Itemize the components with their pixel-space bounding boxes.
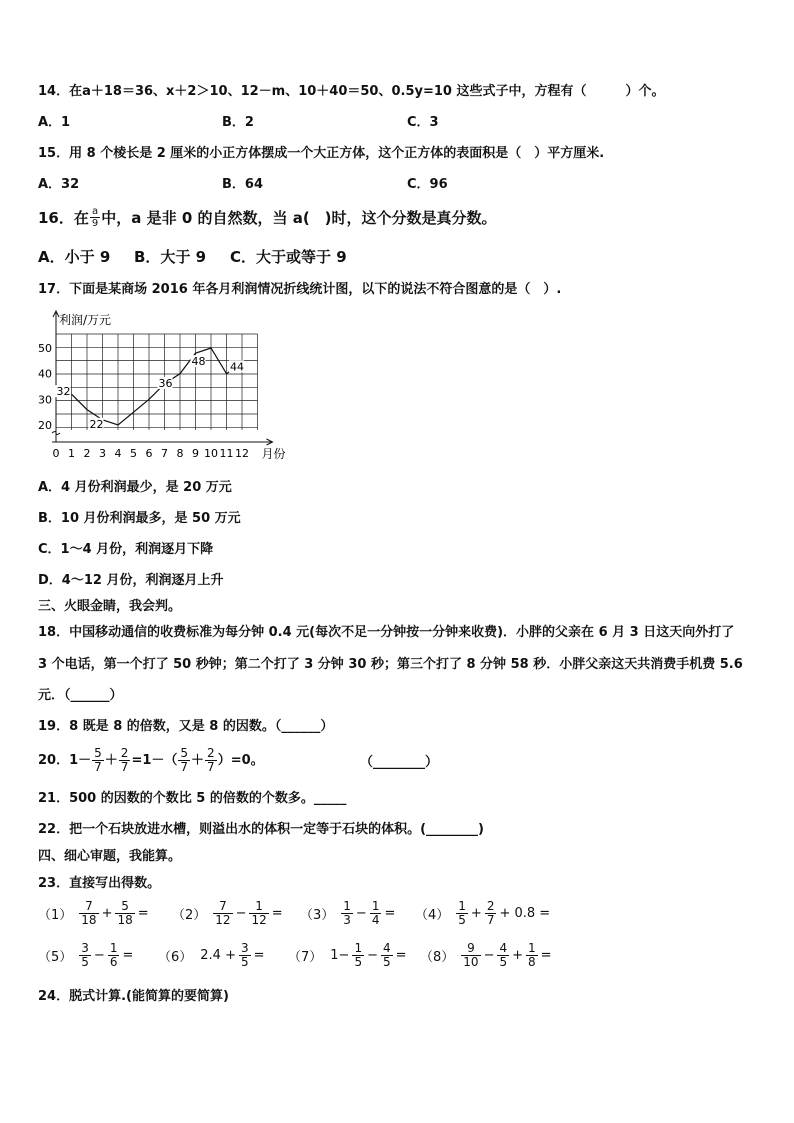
x-tick-label: 3 <box>99 447 106 460</box>
q23-item-2-frac-b <box>249 900 268 927</box>
data-label: 44 <box>230 360 244 374</box>
q20-frac-4 <box>205 747 217 774</box>
q23-item-5-b-num: 1 <box>109 941 118 955</box>
q23-item-7-b-den: 5 <box>383 955 391 969</box>
q18-line3[interactable]: 元．（______） <box>38 688 123 703</box>
q20-frac-1 <box>92 747 104 774</box>
q23-item-1-a-den: 18 <box>81 913 97 927</box>
x-tick-label: 7 <box>161 447 168 460</box>
q14-option-c[interactable]: C．3 <box>407 115 439 130</box>
q23-item-3-b-den: 4 <box>371 913 380 927</box>
q23-item-7-frac-b <box>381 942 393 969</box>
q20-f1-num: 5 <box>94 746 102 760</box>
q23-item-3[interactable] <box>300 900 397 927</box>
q23-item-2-tail: = <box>271 906 283 921</box>
q23-item-3-a-den: 3 <box>343 913 351 927</box>
y-axis-label: 利润/万元 <box>59 313 112 327</box>
q20-f3-num: 5 <box>180 746 189 760</box>
q23-item-2-b-num: 1 <box>249 900 268 914</box>
q23-item-1-frac-a <box>79 900 98 927</box>
q23-item-4-tail: + 0.8 = <box>499 906 551 921</box>
q15-text: 15．用 8 个棱长是 2 厘米的小正方体摆成一个大正方体，这个正方体的表面积是（ ）平方厘米. <box>38 146 605 161</box>
q23-item-7-a-den: 5 <box>354 955 363 969</box>
q23-item-2-label: （2） <box>172 908 207 923</box>
data-label: 22 <box>89 417 104 431</box>
q20-plus-2: ＋ <box>191 752 205 768</box>
q20-f4-num: 2 <box>207 746 215 760</box>
q24-text: 24．脱式计算.(能简算的要简算) <box>38 989 229 1004</box>
x-tick-label: 9 <box>192 447 199 460</box>
q23-item-8-frac-c <box>526 942 538 969</box>
q23-item-4-a-den: 5 <box>458 913 466 927</box>
x-tick-label: 11 <box>219 447 234 460</box>
q20-prefix: 20．1－ <box>38 752 92 768</box>
q23-item-8-tail: = <box>540 948 552 963</box>
q20-answer-blank[interactable]: （________） <box>360 755 439 770</box>
q17-option-a[interactable]: A．4 月份利润最少，是 20 万元 <box>38 480 232 495</box>
q23-item-8-op: − <box>483 948 495 963</box>
q14-option-a[interactable]: A．1 <box>38 115 71 130</box>
q16-fraction <box>90 206 100 229</box>
q20-mid: =1－（ <box>131 752 178 768</box>
q14-option-b[interactable]: B．2 <box>222 115 254 130</box>
q16-option-b[interactable]: B．大于 9 <box>134 248 207 266</box>
q23-item-6-label: （6） <box>158 950 193 965</box>
q17-text: 17．下面是某商场 2016 年各月利润情况折线统计图，以下的说法不符合图意的是（ ）. <box>38 282 562 297</box>
q17-option-c[interactable]: C．1～4 月份，利润逐月下降 <box>38 542 214 557</box>
q23-item-2-a-den: 12 <box>215 913 231 927</box>
axis-break-mark <box>52 432 60 435</box>
q23-item-8-b-den: 5 <box>499 955 508 969</box>
q20-f4-den: 7 <box>207 760 215 774</box>
q20-frac-2 <box>119 747 131 774</box>
q23-item-1-op: + <box>101 906 113 921</box>
q23-item-1-label: （1） <box>38 908 73 923</box>
q23-item-7[interactable] <box>288 942 409 969</box>
q20-f2-den: 7 <box>120 760 129 774</box>
q23-item-5-tail: = <box>122 948 134 963</box>
x-tick-label: 10 <box>204 447 218 460</box>
q23-item-1-frac-b <box>115 900 134 927</box>
q23-item-5-label: （5） <box>38 950 73 965</box>
q23-item-8-c-den: 8 <box>528 955 536 969</box>
q23-item-5[interactable] <box>38 942 135 969</box>
q23-item-8[interactable] <box>420 942 554 969</box>
q20-plus: ＋ <box>104 752 118 768</box>
q16-text <box>38 206 497 229</box>
q23-item-5-b-den: 6 <box>109 955 118 969</box>
y-tick-label: 20 <box>38 419 52 432</box>
q23-item-3-label: （3） <box>300 908 335 923</box>
y-tick-label: 40 <box>38 367 52 381</box>
q23-item-5-frac-a <box>79 942 91 969</box>
q23-item-6-frac-b <box>239 942 251 969</box>
q21-text[interactable]: 21．500 的因数的个数比 5 的倍数的个数多。_____ <box>38 791 347 806</box>
q23-item-6-b-num: 3 <box>240 941 249 955</box>
q23-item-8-op2: + <box>512 948 524 963</box>
q23-item-4-label: （4） <box>415 908 450 923</box>
q14-text: 14．在a＋18＝36、x＋2＞10、12－m、10＋40＝50、0.5y=10 这些式子中，方程有（ ）个。 <box>38 84 665 99</box>
q23-item-1-b-den: 18 <box>117 913 133 927</box>
q23-item-8-a-num: 9 <box>461 942 480 956</box>
data-label: 36 <box>158 376 173 390</box>
q19-text[interactable]: 19．8 既是 8 的倍数，又是 8 的因数。（______） <box>38 719 334 734</box>
q23-item-5-op: − <box>93 948 105 963</box>
q23-item-4-frac-b <box>485 900 497 927</box>
q23-item-7-a-num: 1 <box>354 941 363 955</box>
data-label: 48 <box>191 355 206 369</box>
q16-option-c[interactable]: C．大于或等于 9 <box>230 248 347 266</box>
q18-line2: 3 个电话，第一个打了 50 秒钟；第二个打了 3 分钟 30 秒；第三个打了 8 分钟 58 秒．小胖父亲这天共消费手机费 5.6 <box>38 657 743 672</box>
q20-frac-3 <box>178 747 190 774</box>
q23-item-4-b-num: 2 <box>486 899 495 913</box>
q20-f1-den: 7 <box>94 760 102 774</box>
q23-item-2[interactable] <box>172 900 285 927</box>
q20-text <box>38 747 264 774</box>
q18-line1: 18．中国移动通信的收费标准为每分钟 0.4 元(每次不足一分钟按一分钟来收费)．小胖的父亲在 6 月 3 日这天向外打了 <box>38 625 735 640</box>
q23-item-6-tail: = <box>253 948 265 963</box>
x-tick-label: 12 <box>235 447 249 460</box>
x-tick-label: 5 <box>130 447 137 460</box>
q23-item-7-label: （7） <box>288 950 323 965</box>
q23-item-2-a-num: 7 <box>213 900 232 914</box>
q23-item-3-op: − <box>355 906 367 921</box>
x-tick-label: 6 <box>145 447 153 460</box>
q23-item-8-c-num: 1 <box>528 941 536 955</box>
series-line-profit <box>72 348 243 425</box>
q23-item-2-frac-a <box>213 900 232 927</box>
q15-option-b[interactable]: B．64 <box>222 177 263 192</box>
q23-item-3-frac-b <box>370 900 382 927</box>
q23-item-2-b-den: 12 <box>251 913 267 927</box>
q16-suffix: 中，a 是非 0 的自然数，当 a( )时，这个分数是真分数。 <box>101 208 497 227</box>
q23-item-7-op: − <box>367 948 378 963</box>
q20-suffix: ）=0。 <box>217 752 264 768</box>
q23-item-2-op: − <box>235 906 247 921</box>
q23-item-5-a-den: 5 <box>81 955 89 969</box>
q17-option-b[interactable]: B．10 月份利润最多，是 50 万元 <box>38 511 241 526</box>
q15-option-c[interactable]: C．96 <box>407 177 448 192</box>
q23-item-8-a-den: 10 <box>463 955 479 969</box>
q23-item-6-b-den: 5 <box>240 955 249 969</box>
x-axis-label: 月份 <box>261 447 286 461</box>
q23-item-4[interactable] <box>415 900 552 927</box>
q23-title: 23．直接写出得数。 <box>38 876 161 891</box>
q23-item-7-b-num: 4 <box>383 941 391 955</box>
x-tick-label: 4 <box>114 447 122 460</box>
q23-item-7-lead: 1− <box>330 948 350 963</box>
q23-item-8-label: （8） <box>420 950 455 965</box>
q23-item-7-frac-a <box>352 942 364 969</box>
x-tick-label: 1 <box>68 447 75 460</box>
x-tick-label: 0 <box>52 447 60 460</box>
q23-item-6-lead: 2.4 + <box>200 948 236 963</box>
x-tick-label: 2 <box>83 447 91 460</box>
q23-item-3-b-num: 1 <box>371 899 380 913</box>
q23-item-3-frac-a <box>341 900 353 927</box>
q16-prefix: 16．在 <box>38 208 89 227</box>
q16-frac-den: 9 <box>91 218 99 229</box>
q23-item-1-a-num: 7 <box>79 900 98 914</box>
y-tick-label: 50 <box>38 342 52 355</box>
profit-line-chart <box>30 308 300 468</box>
q23-item-1-b-num: 5 <box>115 900 134 914</box>
q16-frac-num: a <box>90 206 100 218</box>
q23-item-4-b-den: 7 <box>486 913 495 927</box>
q23-item-8-frac-a <box>461 942 480 969</box>
x-tick-label: 8 <box>176 447 184 460</box>
q20-f2-num: 2 <box>120 746 129 760</box>
q23-item-5-a-num: 3 <box>81 941 89 955</box>
section-4-heading: 四、细心审题，我能算。 <box>38 849 182 864</box>
q23-item-5-frac-b <box>108 942 120 969</box>
data-label: 32 <box>56 385 71 399</box>
q22-text[interactable]: 22．把一个石块放进水槽，则溢出水的体积一定等于石块的体积。(________) <box>38 822 484 837</box>
section-3-heading: 三、火眼金睛，我会判。 <box>38 599 182 614</box>
q17-option-d[interactable]: D．4～12 月份，利润逐月上升 <box>38 573 224 588</box>
q23-item-7-tail: = <box>395 948 407 963</box>
q23-item-4-frac-a <box>456 900 468 927</box>
q23-item-1-tail: = <box>137 906 149 921</box>
q23-item-6[interactable] <box>158 942 267 969</box>
q23-item-8-b-num: 4 <box>499 941 508 955</box>
q23-item-4-op: + <box>470 906 482 921</box>
q23-item-8-frac-b <box>497 942 509 969</box>
q23-item-3-tail: = <box>384 906 396 921</box>
q20-f3-den: 7 <box>180 760 189 774</box>
y-tick-label: 30 <box>38 393 52 407</box>
q23-item-3-a-num: 1 <box>343 899 351 913</box>
q23-item-1[interactable] <box>38 900 151 927</box>
q23-item-4-a-num: 1 <box>458 899 466 913</box>
q16-option-a[interactable]: A．小于 9 <box>38 248 111 266</box>
q15-option-a[interactable]: A．32 <box>38 177 80 192</box>
